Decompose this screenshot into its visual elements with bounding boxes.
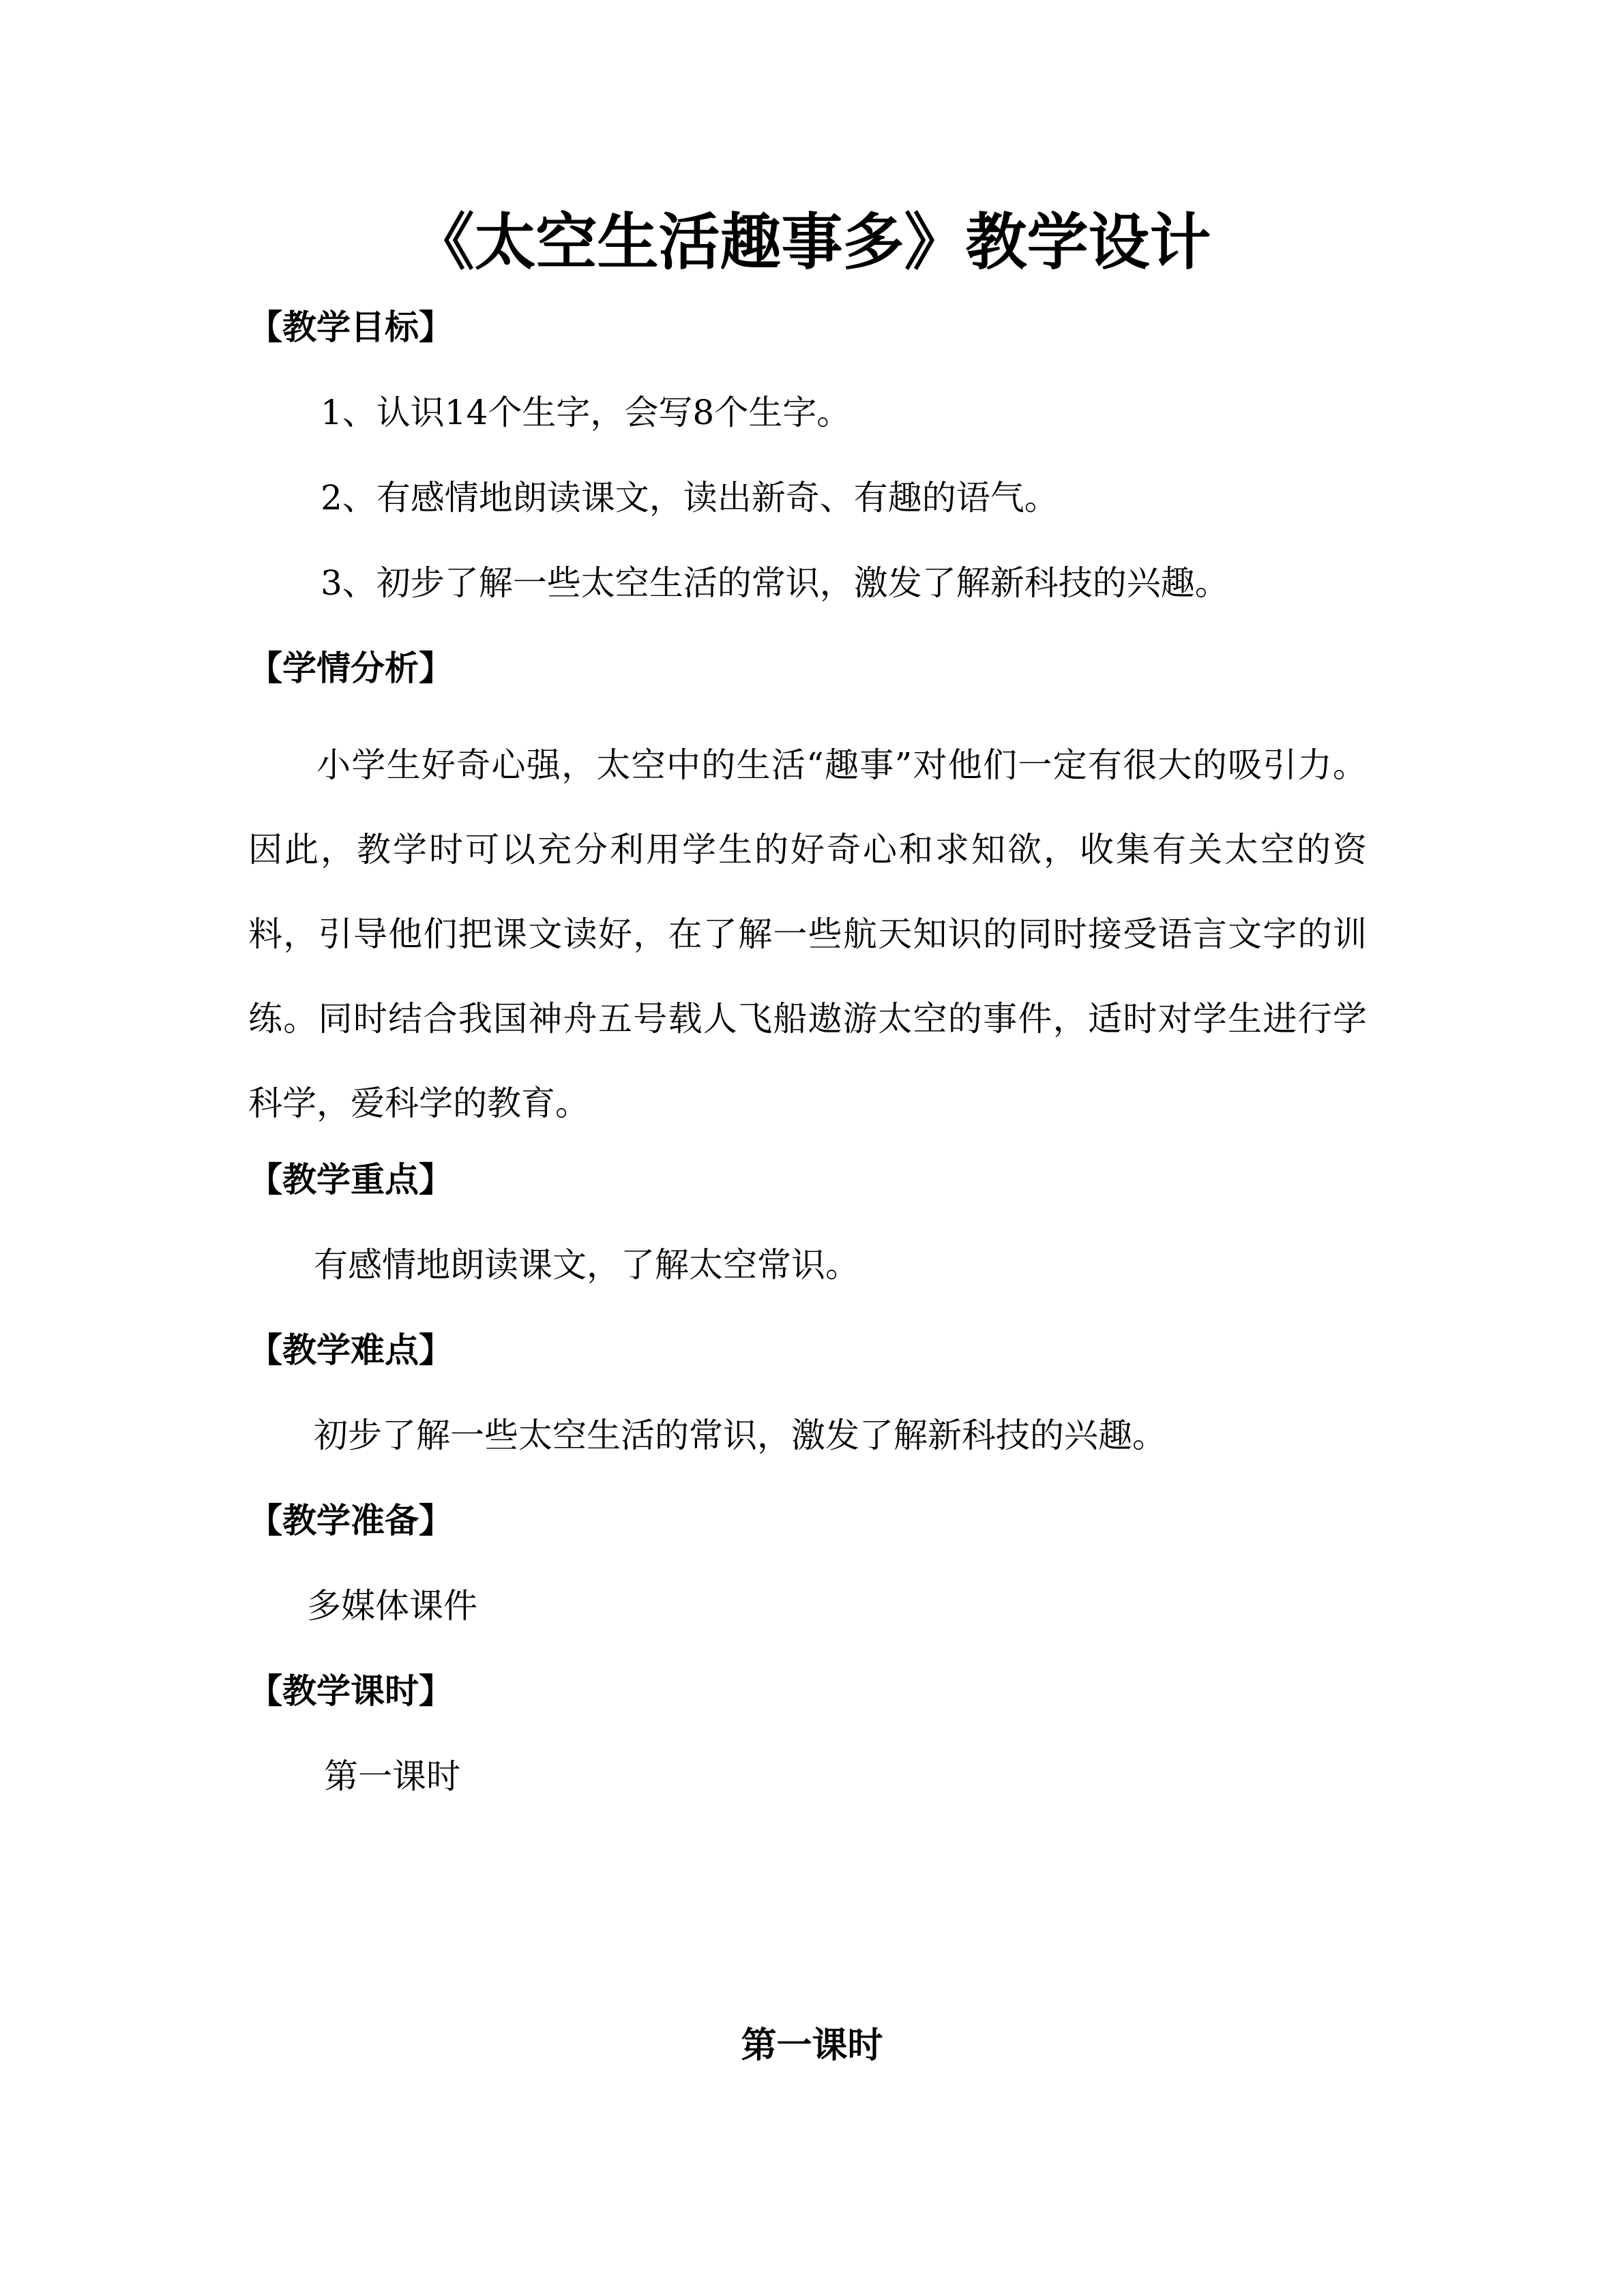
- objective-item-1: 1、认识14个生字，会写8个生字。: [321, 393, 851, 432]
- heading-objectives: 【教学目标】: [248, 307, 453, 347]
- heading-preparation: 【教学准备】: [248, 1500, 453, 1540]
- key-points-text: 有感情地朗读课文，了解太空常识。: [314, 1245, 859, 1285]
- heading-key-points: 【教学重点】: [248, 1159, 453, 1199]
- objective-item-2: 2、有感情地朗读课文，读出新奇、有趣的语气。: [321, 478, 1059, 518]
- objective-item-3: 3、初步了解一些太空生活的常识，激发了解新科技的兴趣。: [321, 563, 1229, 603]
- periods-text: 第一课时: [324, 1757, 460, 1796]
- heading-difficulties: 【教学难点】: [248, 1330, 453, 1370]
- analysis-paragraph: 小学生好奇心强，太空中的生活“趣事”对他们一定有很大的吸引力。因此，教学时可以充分利用学生的好奇心和求知欲，收集有关太空的资料，引导他们把课文读好，在了解一些航天知识的同时接受语言文字的训练。同时结合我国神舟五号载人飞船遨游太空的事件，适时对学生进行学科学，爱科学的教育。: [248, 745, 1367, 1123]
- heading-periods: 【教学课时】: [248, 1671, 453, 1711]
- heading-analysis: 【学情分析】: [248, 648, 453, 688]
- lesson-title: 第一课时: [741, 2025, 883, 2066]
- document-title: 《太空生活趣事多》教学设计: [413, 206, 1211, 278]
- difficulties-text: 初步了解一些太空生活的常识，激发了解新科技的兴趣。: [314, 1416, 1166, 1455]
- preparation-text: 多媒体课件: [307, 1586, 477, 1626]
